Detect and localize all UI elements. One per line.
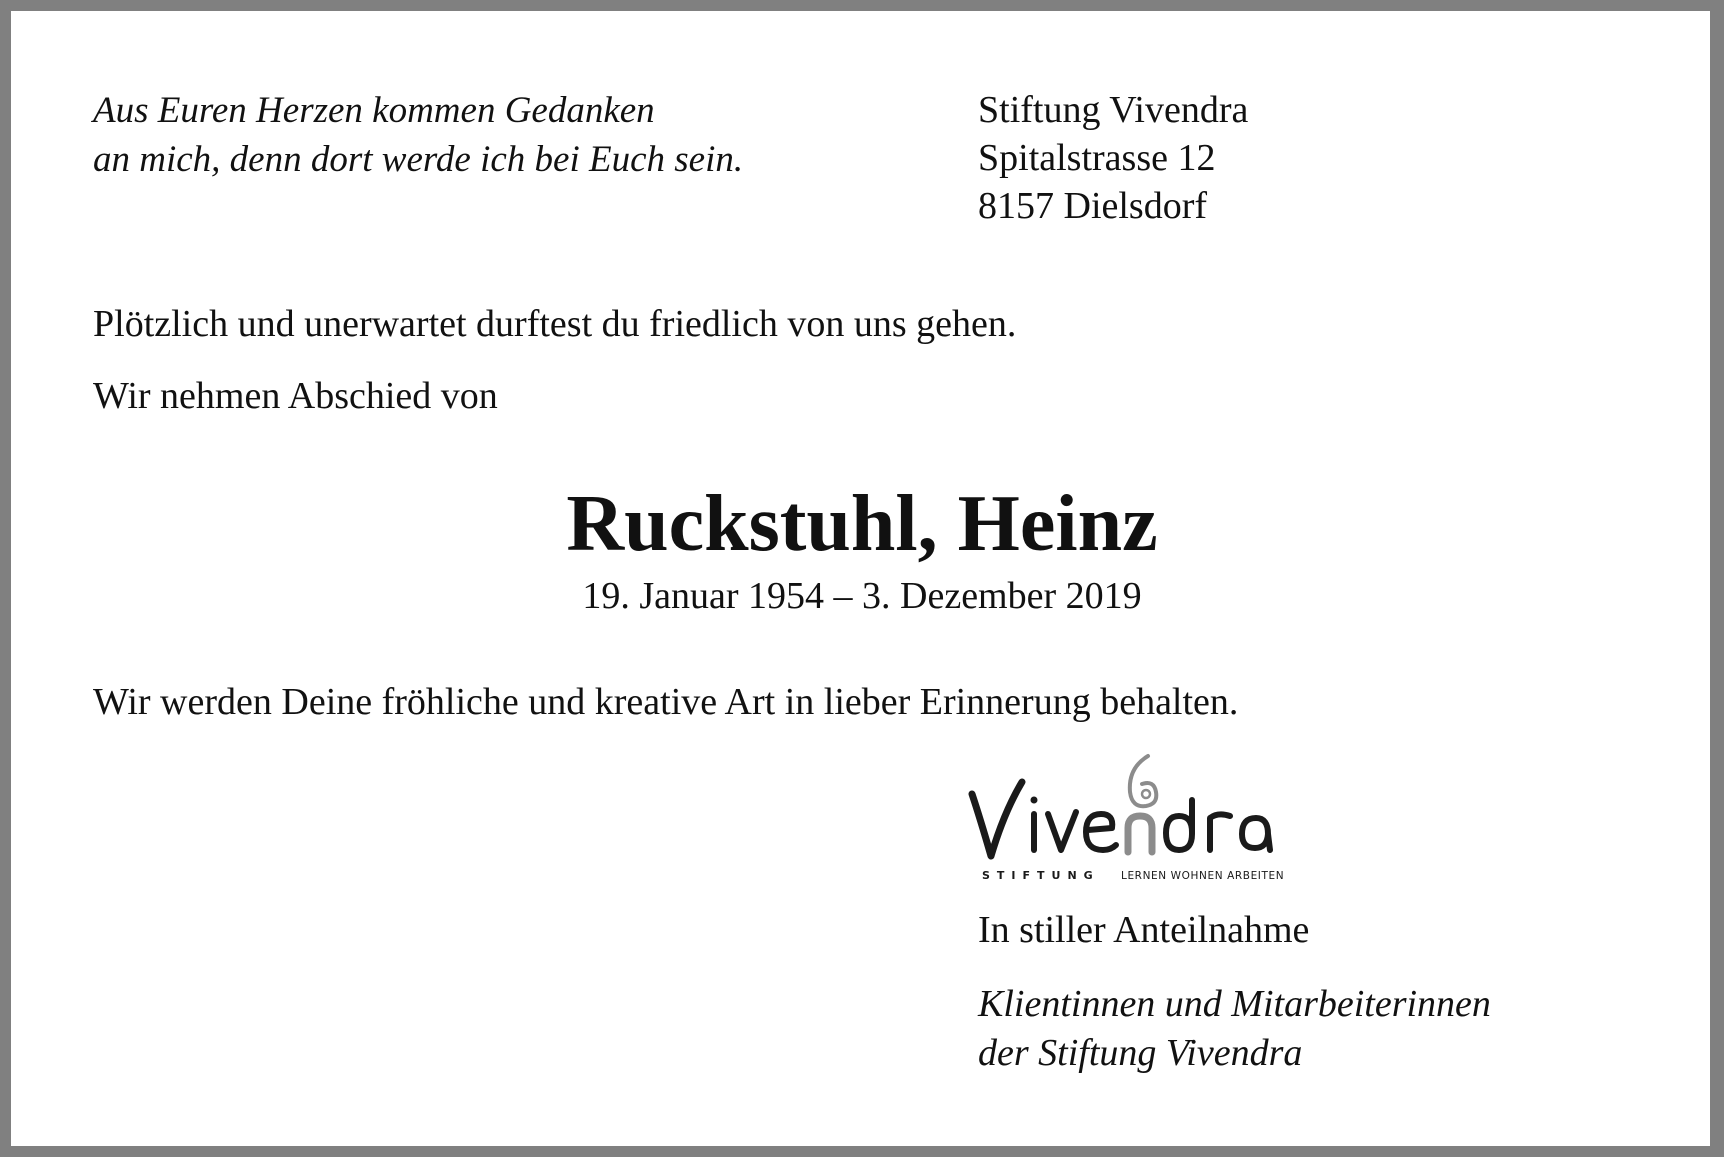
deceased-name: Ruckstuhl, Heinz bbox=[566, 480, 1158, 568]
quote-line-1: Aus Euren Herzen kommen Gedanken bbox=[93, 90, 655, 131]
deceased-dates: 19. Januar 1954 – 3. Dezember 2019 bbox=[582, 575, 1142, 617]
logo-tagline: LERNEN WOHNEN ARBEITEN bbox=[1121, 870, 1285, 882]
logo-tagline-bold: STIFTUNG bbox=[982, 869, 1100, 882]
signature-line-1: Klientinnen und Mitarbeiterinnen bbox=[978, 983, 1491, 1025]
address-city: 8157 Dielsdorf bbox=[978, 185, 1208, 227]
quote-line-2: an mich, denn dort werde ich bei Euch sein. bbox=[93, 139, 744, 180]
signature-line-2: der Stiftung Vivendra bbox=[978, 1032, 1303, 1074]
body-line-1: Plötzlich und unerwartet durftest du friedlich von uns gehen. bbox=[93, 303, 1017, 345]
address-block bbox=[978, 86, 1248, 230]
sympathy-line: In stiller Anteilnahme bbox=[978, 909, 1310, 951]
vivendra-logo bbox=[966, 748, 1358, 884]
signature-block bbox=[978, 980, 1491, 1078]
closing-line: Wir werden Deine fröhliche und kreative Art in lieber Erinnerung behalten. bbox=[93, 681, 1239, 723]
address-org: Stiftung Vivendra bbox=[978, 89, 1249, 131]
body-line-2: Wir nehmen Abschied von bbox=[93, 375, 498, 417]
quote bbox=[93, 86, 743, 184]
address-street: Spitalstrasse 12 bbox=[978, 137, 1216, 179]
